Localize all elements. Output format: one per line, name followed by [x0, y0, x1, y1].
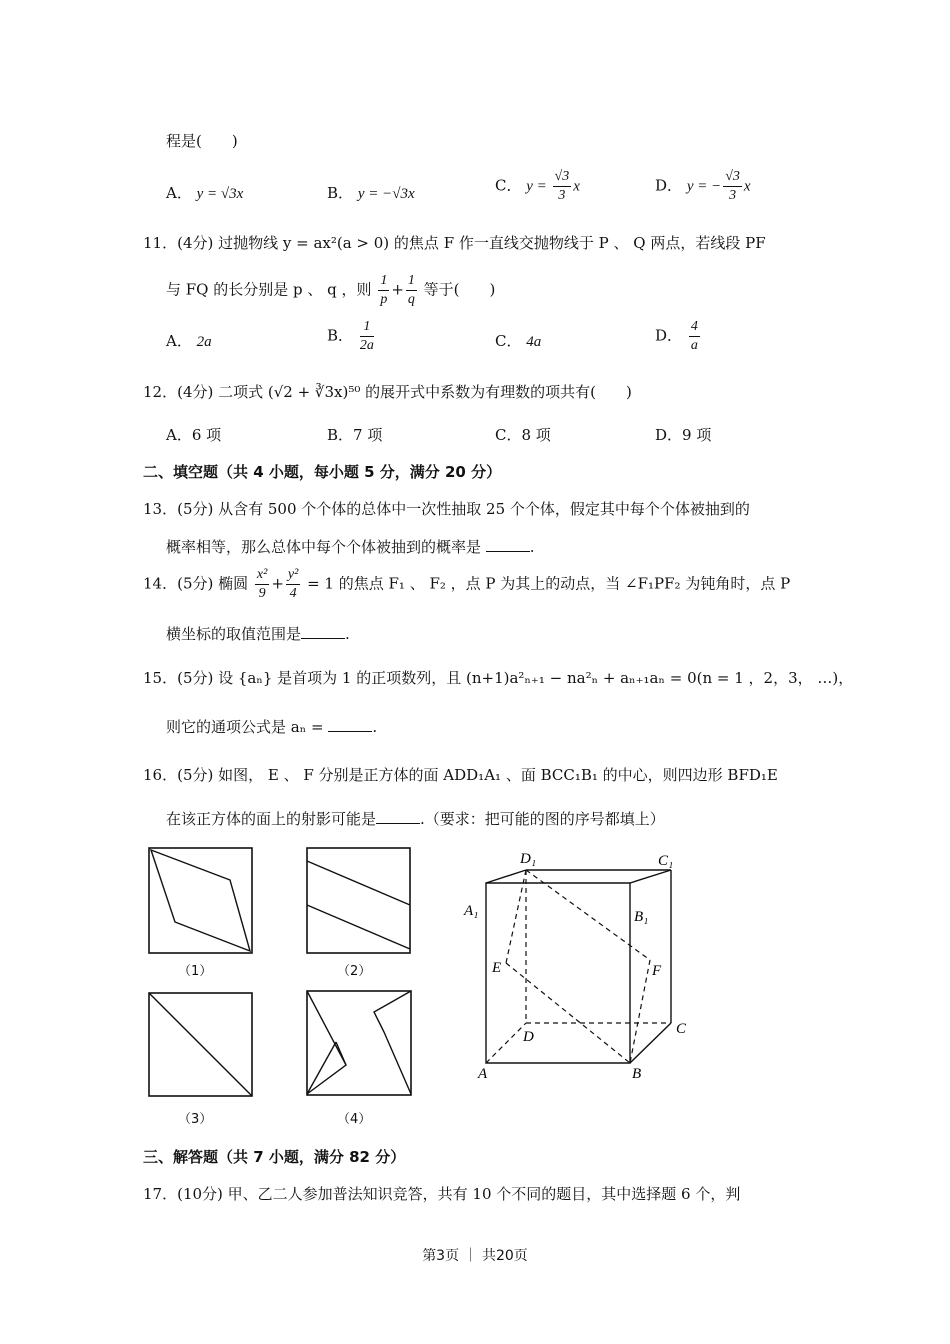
caption-3: （3）: [178, 1112, 213, 1127]
page-footer: 第3页 ｜ 共20页: [422, 1248, 528, 1264]
q12-option-c[interactable]: C．8 项: [495, 426, 551, 444]
q16-line1: 16．(5分) 如图， E 、 F 分别是正方体的面 ADD₁A₁ 、面 BCC₁B₁ 的中心，则四边形 BFD₁E: [143, 766, 778, 784]
label-b: B: [632, 1066, 642, 1082]
q11-option-b[interactable]: B． $\frac{1}{2a}$: [327, 319, 374, 353]
q11-line1: 11．(4分) 过抛物线 y = ax²(a > 0) 的焦点 F 作一直线交抛物线于 P 、 Q 两点，若线段 PF: [143, 234, 766, 252]
label-d: D: [523, 1029, 534, 1045]
q10-option-a[interactable]: A． y = √3x: [166, 184, 244, 202]
label-a: A: [478, 1066, 488, 1082]
q12-option-a[interactable]: A．6 项: [166, 426, 222, 444]
q12-option-b[interactable]: B．7 项: [327, 426, 383, 444]
q14-line1: 14．(5分) 椭圆 $\frac{\text{x²}}{9}$ + $\frac{\text{y²}}{4}$ = 1 的焦点 F₁ 、 F₂ ，点 P 为其上的动点，当 ∠F₁PF₂ 为钝角时，点 P: [143, 567, 791, 601]
caption-1: （1）: [178, 964, 213, 979]
projection-figure-2: [306, 847, 412, 955]
q13-line2: 概率相等，那么总体中每个个体被抽到的概率是 .: [166, 538, 535, 556]
projection-figure-1: [148, 847, 254, 955]
projection-figure-4: [306, 990, 414, 1098]
q11-option-d[interactable]: D． $\frac{4}{a}$: [655, 319, 698, 353]
label-b1: B₁: [634, 909, 649, 925]
projection-figure-3: [148, 992, 254, 1098]
q11-line2: 与 FQ 的长分别是 p 、 q ，则 $\frac{1}{p}$ + $\frac{1}{q}$ 等于( ): [166, 273, 496, 307]
q14-answer-blank[interactable]: [301, 624, 345, 639]
q10-option-b[interactable]: B． y = −√3x: [327, 184, 415, 202]
q10-option-d[interactable]: D． y = − $\frac{√3}{3}$ x: [655, 169, 751, 203]
q13-line1: 13．(5分) 从含有 500 个个体的总体中一次性抽取 25 个个体，假定其中每个个体被抽到的: [143, 500, 750, 518]
q14-line2: 横坐标的取值范围是 .: [166, 625, 350, 643]
q15-answer-blank[interactable]: [328, 717, 372, 732]
label-a1: A₁: [464, 903, 479, 919]
q16-answer-blank[interactable]: [376, 809, 420, 824]
q11-option-c[interactable]: C． 4a: [495, 332, 542, 350]
section-2-heading: 二、填空题（共 4 小题，每小题 5 分，满分 20 分）: [143, 463, 502, 481]
q15-line2: 则它的通项公式是 aₙ = .: [166, 718, 378, 736]
q15-line1: 15．(5分) 设 {aₙ} 是首项为 1 的正项数列，且 (n+1)a²ₙ₊₁ − na²ₙ + aₙ₊₁aₙ = 0(n = 1 ，2，3， …)，: [143, 669, 854, 687]
q13-answer-blank[interactable]: [486, 537, 530, 552]
q17-line1: 17．(10分) 甲、乙二人参加普法知识竞答，共有 10 个不同的题目，其中选择题 6 个，判: [143, 1185, 741, 1203]
caption-4: （4）: [337, 1112, 372, 1127]
label-f: F: [652, 963, 662, 979]
q12-text: 12．(4分) 二项式 (√2 + ∛3x)⁵⁰ 的展开式中系数为有理数的项共有( ): [143, 383, 632, 401]
caption-2: （2）: [337, 964, 372, 979]
cube-figure: [460, 845, 700, 1085]
label-c1: C₁: [658, 853, 674, 869]
section-3-heading: 三、解答题（共 7 小题，满分 82 分）: [143, 1148, 406, 1166]
q16-line2: 在该正方体的面上的射影可能是 .（要求：把可能的图的序号都填上）: [166, 810, 665, 828]
label-d1: D₁: [520, 851, 537, 867]
q10-tail: 程是( ): [166, 132, 238, 150]
label-e: E: [492, 960, 502, 976]
q10-option-c[interactable]: C． y = $\frac{√3}{3}$ x: [495, 169, 580, 203]
q11-option-a[interactable]: A． 2a: [166, 332, 212, 350]
label-c: C: [676, 1021, 687, 1037]
q12-option-d[interactable]: D．9 项: [655, 426, 712, 444]
